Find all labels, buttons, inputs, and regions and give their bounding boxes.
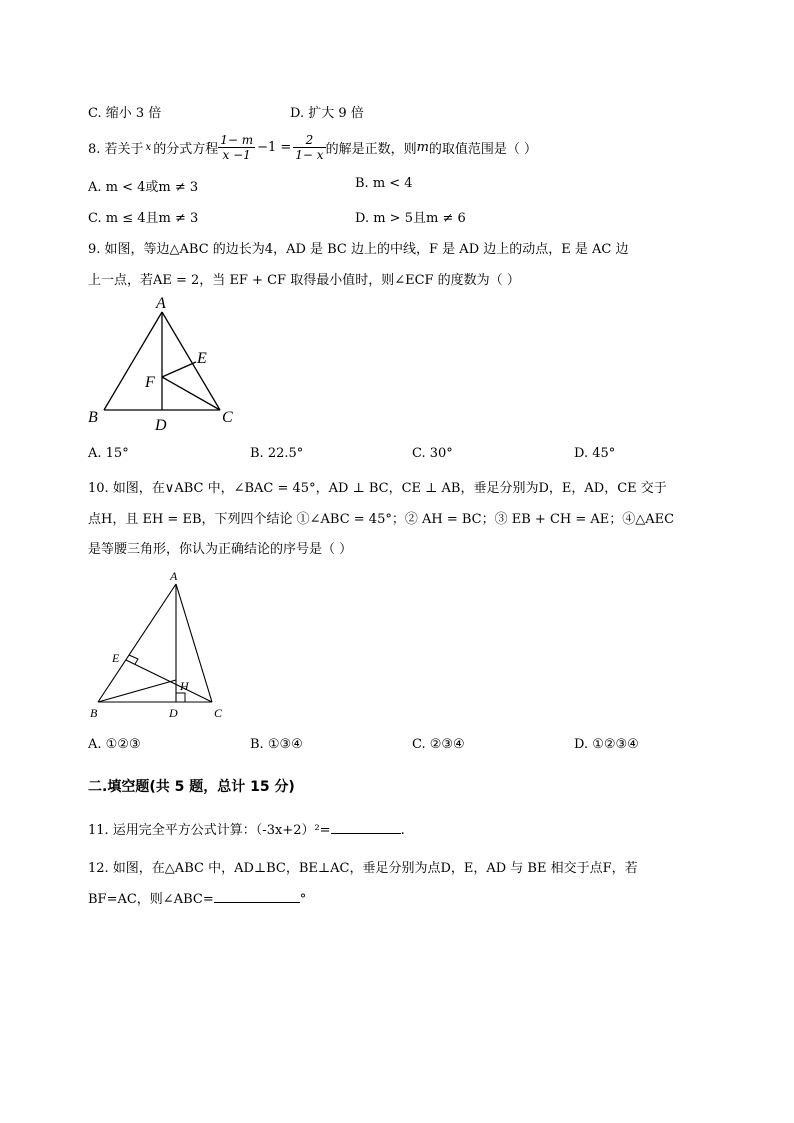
q12-stem-line2: BF=AC，则∠ABC= [88, 892, 214, 907]
q9-label-e: E [197, 350, 207, 367]
q9-option-b: B. 22.5° [250, 446, 304, 461]
q11-answer-blank[interactable] [331, 833, 401, 834]
q11-text: 11. 运用完全平方公式计算：（-3x+2）²= [88, 823, 331, 838]
q12-answer-blank[interactable] [214, 902, 300, 903]
q10-right-angle-d [176, 693, 185, 702]
q8-frac1-denominator: x −1 [222, 147, 251, 162]
q9-label-d: D [155, 417, 167, 434]
q9-segment-fe [162, 362, 196, 377]
q8-option-d: D. m > 5且m ≠ 6 [355, 211, 466, 226]
q11-stem [88, 819, 405, 838]
q10-option-d: D. ①②③④ [574, 737, 639, 752]
q9-option-d: D. 45° [574, 446, 616, 461]
q10-option-b: B. ①③④ [250, 737, 303, 752]
q9-label-b: B [88, 409, 98, 426]
q10-label-h: H [180, 679, 189, 693]
q8-mid: 的分式方程 [153, 141, 219, 157]
q10-option-c: C. ②③④ [412, 737, 465, 752]
q10-altitude-ce [126, 660, 212, 702]
q8-option-a: A. m < 4或m ≠ 3 [88, 180, 199, 195]
q10-stem-line3: 是等腰三角形，你认为正确结论的序号是（ ） [88, 542, 353, 557]
q8-fraction-2 [293, 133, 325, 162]
q10-label-a: A [170, 569, 178, 583]
q9-label-a: A [156, 295, 166, 312]
q9-side-ac [162, 312, 220, 410]
q7-option-d: D. 扩大 9 倍 [290, 106, 364, 121]
q8-var-x: x [145, 141, 152, 153]
q9-label-c: C [222, 409, 233, 426]
q8-stem [88, 130, 537, 164]
q8-minus-one: −1 = [257, 139, 292, 155]
q9-triangle-figure [84, 290, 244, 435]
q10-stem-line2: 点H，且 EH = EB，下列四个结论 ①∠ABC = 45°；② AH = BC；③ EB + CH = AE；④△AEC [88, 512, 675, 527]
q9-option-c: C. 30° [412, 446, 453, 461]
q9-side-ab [104, 312, 162, 410]
q8-end: 的取值范围是（ ） [428, 141, 538, 157]
q10-label-c: C [214, 706, 223, 720]
q9-option-a: A. 15° [88, 446, 129, 461]
q9-label-f: F [145, 374, 155, 391]
q10-segment-bh [98, 680, 176, 702]
q8-var-m: m [416, 139, 429, 155]
q8-frac2-denominator: 1− x [295, 147, 324, 162]
q8-tail: 的解是正数，则 [325, 141, 417, 157]
q9-stem-line2: 上一点，若AE = 2，当 EF + CF 取得最小值时，则∠ECF 的度数为（ ） [88, 273, 520, 288]
q10-option-a: A. ①②③ [88, 737, 141, 752]
q9-segment-fc [162, 377, 220, 410]
q12-end: ° [299, 892, 307, 907]
q9-stem-line1: 9. 如图，等边△ABC 的边长为4，AD 是 BC 边上的中线，F 是 AD 边上的动点，E 是 AC 边 [88, 242, 629, 257]
section-fill-in-title: 二.填空题(共 5 题，总计 15 分) [88, 779, 295, 795]
q8-frac2-numerator: 2 [293, 133, 325, 148]
q8-fraction-1 [218, 133, 255, 162]
q8-lead: 8. 若关于 [88, 141, 144, 157]
q7-option-c: C. 缩小 3 倍 [88, 106, 162, 121]
q10-label-d: D [169, 706, 178, 720]
q8-option-c: C. m ≤ 4且m ≠ 3 [88, 211, 199, 226]
q10-side-ab [98, 584, 176, 702]
q12-stem-line1: 12. 如图，在△ABC 中，AD⊥BC，BE⊥AC，垂足分别为点D，E，AD 与 BE 相交于点F，若 [88, 861, 638, 876]
q12-stem-line2-wrap [88, 888, 306, 907]
q10-stem-line1: 10. 如图，在∨ABC 中，∠BAC = 45°，AD ⊥ BC，CE ⊥ AB，垂足分别为D，E，AD，CE 交于 [88, 481, 667, 496]
q10-label-e: E [112, 651, 120, 665]
q8-option-b: B. m < 4 [355, 176, 413, 191]
q11-end: . [400, 823, 405, 838]
q10-triangle-figure [84, 566, 234, 726]
q8-frac1-numerator: 1− m [220, 132, 254, 147]
q10-label-b: B [90, 706, 98, 720]
